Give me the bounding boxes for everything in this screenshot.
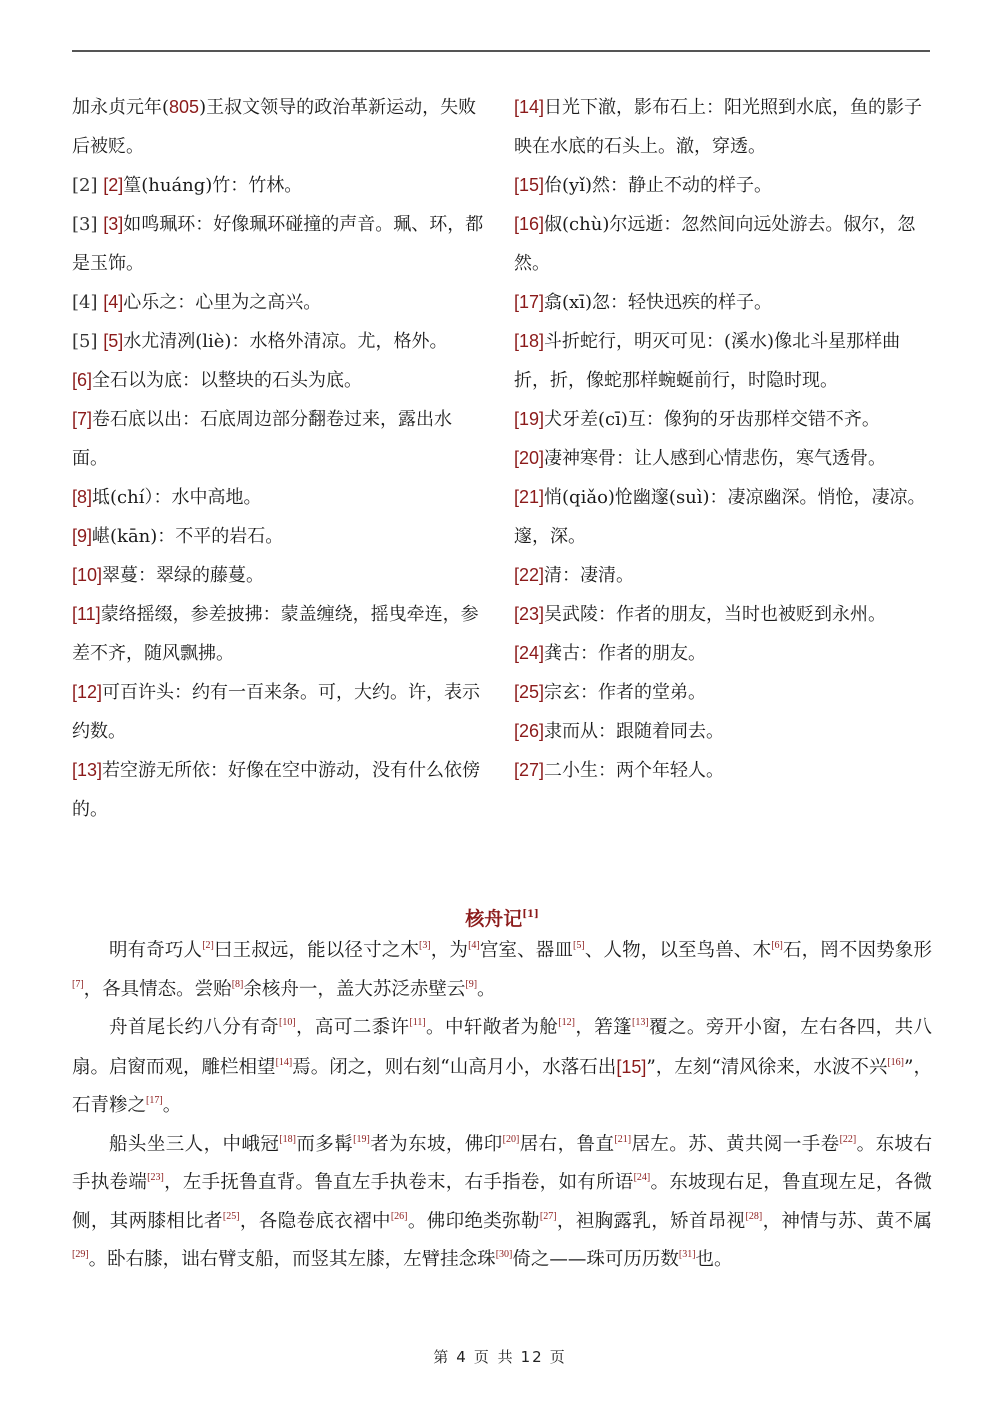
footnote-marker: [6] bbox=[771, 940, 783, 951]
year-number: 805 bbox=[169, 97, 200, 117]
note-text: 佁(yǐ)然：静止不动的样子。 bbox=[544, 175, 773, 196]
note-item bbox=[514, 595, 932, 634]
note-text: 嵁(kān)：不平的岩石。 bbox=[92, 526, 284, 547]
essay-title bbox=[72, 898, 932, 932]
note-marker: [9] bbox=[72, 526, 93, 546]
essay-text: 。卧右膝，诎右臂支船，而竖其左膝，左臂挂念珠 bbox=[88, 1249, 496, 1270]
note-item bbox=[72, 400, 487, 478]
footnote-marker: [12] bbox=[558, 1017, 575, 1028]
essay-text: 居右，鲁直 bbox=[519, 1133, 615, 1155]
footnote-marker: [29] bbox=[72, 1249, 89, 1260]
footnote-marker: [24] bbox=[633, 1172, 651, 1183]
note-item bbox=[514, 556, 932, 595]
note-item bbox=[72, 556, 487, 595]
essay-text: 宫室、器皿 bbox=[479, 940, 574, 961]
footnote-marker: [2] bbox=[202, 940, 214, 951]
note-item bbox=[72, 88, 487, 166]
note-text: 若空游无所依：好像在空中游动，没有什么依傍的。 bbox=[72, 760, 481, 820]
footnote-marker: [20] bbox=[502, 1133, 520, 1145]
note-marker: [21] bbox=[514, 487, 545, 507]
essay-text: ，为 bbox=[430, 940, 469, 961]
note-text: 如鸣珮环：好像珮环碰撞的声音。珮、环，都是玉饰。 bbox=[72, 214, 484, 274]
note-marker: [2] bbox=[103, 175, 124, 195]
essay-text: 石，罔不因势象形 bbox=[782, 940, 932, 961]
note-marker: [25] bbox=[514, 682, 545, 702]
essay-text: 。 bbox=[162, 1095, 182, 1116]
annotations-section bbox=[72, 88, 932, 829]
footnote-marker: [28] bbox=[745, 1210, 763, 1222]
essay-section bbox=[72, 898, 932, 1280]
essay-text: 。东坡右手执卷端 bbox=[72, 1133, 932, 1193]
note-text: 犬牙差(cī)互：像狗的牙齿那样交错不齐。 bbox=[544, 409, 880, 430]
footnote-marker: [14] bbox=[275, 1056, 293, 1068]
note-marker: [19] bbox=[514, 409, 545, 429]
note-marker: [23] bbox=[514, 604, 545, 624]
note-item bbox=[72, 166, 487, 205]
essay-text: 舟首尾长约八分有奇 bbox=[109, 1017, 279, 1038]
note-text: 吴武陵：作者的朋友，当时也被贬到永州。 bbox=[544, 604, 887, 625]
note-text: 可百许头：约有一百来条。可，大约。许，表示约数。 bbox=[72, 682, 481, 742]
essay-paragraph bbox=[72, 1126, 932, 1280]
essay-text: ”，左刻“清风徐来，水波不兴 bbox=[646, 1056, 888, 1078]
footnote-marker: [30] bbox=[495, 1249, 513, 1260]
essay-text: 覆之。旁开小窗，左右各四，共八扇。启窗而观，雕栏相望 bbox=[72, 1017, 932, 1078]
footnote-marker: [11] bbox=[409, 1017, 426, 1028]
essay-text: ，高可二黍许 bbox=[295, 1017, 410, 1038]
page-label-prefix: 第 bbox=[433, 1348, 451, 1366]
note-text: 水尤清冽(liè)：水格外清凉。尤，格外。 bbox=[123, 331, 448, 352]
note-item bbox=[72, 205, 487, 283]
note-item bbox=[72, 595, 487, 673]
footnote-marker: [25] bbox=[222, 1210, 240, 1222]
note-item bbox=[514, 478, 932, 556]
note-item bbox=[72, 361, 487, 400]
footnote-marker: [13] bbox=[631, 1017, 649, 1028]
header-rule bbox=[72, 50, 930, 52]
note-item bbox=[514, 205, 932, 283]
footnote-marker: [26] bbox=[390, 1210, 408, 1222]
footnote-marker: [9] bbox=[465, 978, 478, 990]
note-item bbox=[514, 88, 932, 166]
note-text: 翕(xī)忽：轻快迅疾的样子。 bbox=[544, 292, 772, 313]
note-text: 全石以为底：以整块的石头为底。 bbox=[92, 370, 363, 391]
note-item bbox=[514, 673, 932, 712]
footnote-marker: [31] bbox=[678, 1249, 696, 1260]
note-item bbox=[72, 322, 487, 361]
footnote-marker: [4] bbox=[468, 940, 480, 951]
note-item bbox=[514, 634, 932, 673]
note-text: 清：凄清。 bbox=[544, 565, 635, 586]
note-item bbox=[514, 166, 932, 205]
note-marker: [16] bbox=[514, 214, 545, 234]
note-marker: [20] bbox=[514, 448, 545, 468]
note-text: 心乐之：心里为之高兴。 bbox=[123, 292, 322, 313]
note-item bbox=[514, 751, 932, 790]
essay-text: 倚之——珠可历历数 bbox=[512, 1249, 679, 1270]
footnote-marker: [17] bbox=[146, 1095, 163, 1106]
note-marker: [14] bbox=[514, 97, 545, 117]
note-text: 悄(qiǎo)怆幽邃(suì)：凄凉幽深。悄怆，凄凉。邃，深。 bbox=[514, 487, 926, 547]
essay-paragraph bbox=[72, 932, 932, 1009]
note-marker: [4] bbox=[103, 292, 124, 312]
note-marker: [15] bbox=[514, 175, 545, 195]
note-marker: [26] bbox=[514, 721, 545, 741]
note-text: 二小生：两个年轻人。 bbox=[544, 760, 725, 781]
essay-text: 船头坐三人，中峨冠 bbox=[109, 1133, 280, 1155]
note-text: 卷石底以出：石底周边部分翻卷过来，露出水面。 bbox=[72, 409, 453, 469]
footnote-marker: [1] bbox=[522, 909, 539, 920]
note-text: 加永贞元年( bbox=[72, 97, 170, 118]
essay-text: 曰王叔远，能以径寸之木 bbox=[213, 940, 419, 961]
note-marker: [7] bbox=[72, 409, 93, 429]
note-text: 宗玄：作者的堂弟。 bbox=[544, 682, 707, 703]
footnote-marker: [22] bbox=[839, 1133, 857, 1145]
footnote-marker: [5] bbox=[573, 940, 585, 951]
notes-column-right bbox=[514, 88, 932, 829]
footnote-marker: [16] bbox=[887, 1056, 905, 1068]
note-marker: [27] bbox=[514, 760, 545, 780]
note-item bbox=[72, 673, 487, 751]
note-plain-marker: [5] bbox=[72, 331, 104, 352]
note-item bbox=[514, 712, 932, 751]
essay-text: ，袒胸露乳，矫首昂视 bbox=[556, 1210, 746, 1232]
note-item bbox=[514, 322, 932, 400]
essay-text: ”，石青糁之 bbox=[72, 1056, 932, 1116]
note-marker: [8] bbox=[72, 487, 93, 507]
note-item bbox=[514, 439, 932, 478]
essay-text: ，神情与苏、黄不属 bbox=[762, 1210, 932, 1232]
page-label-suffix: 页 bbox=[549, 1348, 567, 1366]
note-text: 隶而从：跟随着同去。 bbox=[544, 721, 725, 742]
note-text: 坻(chí）：水中高地。 bbox=[92, 487, 262, 508]
footnote-marker: [23] bbox=[147, 1172, 164, 1183]
note-item bbox=[72, 283, 487, 322]
essay-text: 者为东坡，佛印 bbox=[369, 1133, 503, 1155]
note-marker: [13] bbox=[72, 760, 103, 780]
page-current: 4 bbox=[456, 1348, 468, 1366]
essay-text: 余核舟一，盖大苏泛赤壁云 bbox=[243, 978, 466, 1000]
essay-text: ，左手抚鲁直背。鲁直左手执卷末，右手指卷，如有所语 bbox=[163, 1172, 634, 1193]
note-text: 凄神寒骨：让人感到心情悲伤，寒气透骨。 bbox=[544, 448, 887, 469]
note-item bbox=[72, 751, 487, 829]
footnote-marker: [21] bbox=[614, 1133, 632, 1145]
note-item bbox=[72, 478, 487, 517]
notes-column-left bbox=[72, 88, 487, 829]
page-footer bbox=[0, 1346, 1000, 1367]
essay-title-text: 核舟记 bbox=[465, 908, 523, 930]
note-item bbox=[514, 400, 932, 439]
page-label-mid: 页 共 bbox=[473, 1348, 515, 1366]
footnote-marker: [19] bbox=[353, 1133, 370, 1145]
essay-text: 居左。苏、黄共阅一手卷 bbox=[631, 1133, 840, 1155]
note-text: 俶(chù)尔远逝：忽然间向远处游去。俶尔，忽然。 bbox=[514, 214, 916, 274]
essay-text: 。 bbox=[477, 978, 496, 1000]
essay-text: 、人物，以至鸟兽、木 bbox=[584, 940, 772, 961]
note-text: 龚古：作者的朋友。 bbox=[544, 643, 707, 664]
footnote-marker: [8] bbox=[231, 978, 244, 990]
note-plain-marker: [4] bbox=[72, 292, 104, 313]
note-text: )王叔文领导的政治革新运动，失败后被贬。 bbox=[72, 97, 477, 157]
note-marker: [17] bbox=[514, 292, 545, 312]
note-text: 翠蔓：翠绿的藤蔓。 bbox=[102, 565, 265, 586]
note-text: 蒙络摇缀，参差披拂：蒙盖缠绕，摇曳牵连，参差不齐，随风飘拂。 bbox=[72, 604, 479, 664]
footnote-marker: [10] bbox=[278, 1017, 296, 1028]
essay-text: 明有奇巧人 bbox=[109, 940, 203, 961]
footnote-marker-inline: [15] bbox=[616, 1056, 647, 1077]
essay-text: 。东坡现右足，鲁直现左足，各微侧，其两膝相比者 bbox=[72, 1172, 932, 1232]
note-marker: [18] bbox=[514, 331, 545, 351]
note-text: 日光下澈，影布石上：阳光照到水底，鱼的影子映在水底的石头上。澈，穿透。 bbox=[514, 97, 923, 157]
essay-text: 也。 bbox=[695, 1249, 733, 1270]
essay-text: 焉。闭之，则右刻“山高月小，水落石出 bbox=[292, 1056, 617, 1078]
note-marker: [12] bbox=[72, 682, 103, 702]
essay-text: 。中轩敞者为舱 bbox=[425, 1017, 559, 1038]
note-marker: [24] bbox=[514, 643, 545, 663]
page-total: 12 bbox=[520, 1348, 544, 1366]
note-plain-marker: [3] bbox=[72, 214, 104, 235]
note-marker: [11] bbox=[72, 604, 101, 624]
note-marker: [22] bbox=[514, 565, 545, 585]
essay-text: 而多髯 bbox=[295, 1133, 354, 1155]
footnote-marker: [3] bbox=[418, 940, 431, 951]
footnote-marker: [18] bbox=[279, 1133, 296, 1145]
note-plain-marker: [2] bbox=[72, 175, 104, 196]
essay-text: ，箬篷 bbox=[574, 1017, 632, 1038]
note-text: 篁(huáng)竹：竹林。 bbox=[123, 175, 303, 196]
note-marker: [5] bbox=[103, 331, 124, 351]
note-item bbox=[72, 517, 487, 556]
essay-text: ，各具情态。尝贻 bbox=[83, 978, 232, 1000]
note-marker: [6] bbox=[72, 370, 93, 390]
note-marker: [3] bbox=[103, 214, 124, 234]
note-marker: [10] bbox=[72, 565, 103, 585]
essay-text: 。佛印绝类弥勒 bbox=[407, 1210, 540, 1232]
footnote-marker: [27] bbox=[539, 1210, 557, 1222]
note-text: 斗折蛇行，明灭可见：(溪水)像北斗星那样曲折，折，像蛇那样蜿蜒前行，时隐时现。 bbox=[514, 331, 901, 391]
note-item bbox=[514, 283, 932, 322]
essay-text: ，各隐卷底衣褶中 bbox=[239, 1210, 391, 1232]
essay-paragraph bbox=[72, 1009, 932, 1126]
footnote-marker: [7] bbox=[72, 978, 84, 990]
